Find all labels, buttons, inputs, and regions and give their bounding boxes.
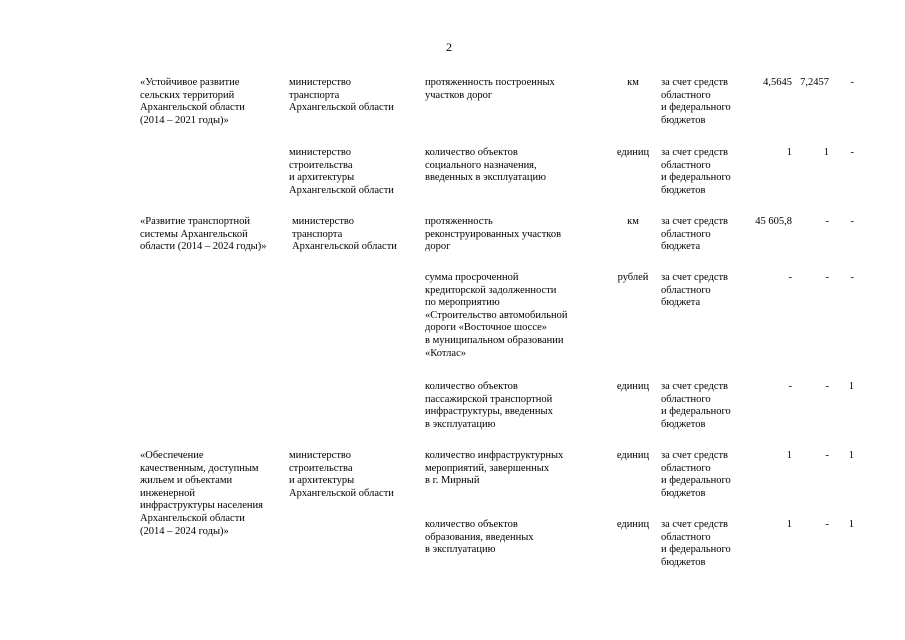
value-2: - — [825, 381, 829, 392]
value-1: 1 — [786, 519, 792, 530]
indicator-name: сумма просроченной кредиторской задолженности по мероприятию «Строительство автомобильной дороги «Восточное шоссе» в муниципальном образовании «Котлас» — [425, 272, 568, 359]
indicator-name: протяженность реконструированных участков дорог — [425, 216, 562, 253]
unit: единиц — [616, 519, 650, 530]
value-2: - — [825, 450, 829, 461]
value-3: - — [850, 147, 854, 158]
indicator-name: протяженность построенных участков дорог — [425, 77, 555, 101]
value-2: - — [825, 216, 829, 227]
ministry-name: министерство строительства и архитектуры Архангельской области — [289, 450, 394, 499]
program-name: «Развитие транспортной системы Архангельской области (2014 – 2024 годы)» — [140, 216, 267, 253]
value-1: - — [788, 381, 792, 392]
page-number: 2 — [446, 40, 452, 54]
value-1: 1 — [786, 450, 792, 461]
indicator-name: количество объектов социального назначения, введенных в эксплуатацию — [425, 147, 546, 184]
funding-source: за счет средств областного и федерального бюджетов — [661, 381, 731, 430]
value-3: 1 — [848, 450, 854, 461]
program-name: «Устойчивое развитие сельских территорий Архангельской области (2014 – 2021 годы)» — [140, 77, 245, 126]
ministry-name: министерство транспорта Архангельской области — [292, 216, 397, 253]
value-3: - — [850, 216, 854, 227]
indicator-name: количество объектов образования, введенных в эксплуатацию — [425, 519, 534, 556]
unit: единиц — [616, 147, 650, 158]
value-3: 1 — [848, 519, 854, 530]
indicator-name: количество инфраструктурных мероприятий, завершенных в г. Мирный — [425, 450, 564, 487]
value-2: - — [825, 519, 829, 530]
unit: км — [627, 216, 639, 227]
value-1: 1 — [786, 147, 792, 158]
value-1: - — [788, 272, 792, 283]
indicator-name: количество объектов пассажирской транспортной инфраструктуры, введенных в эксплуатацию — [425, 381, 553, 430]
ministry-name: министерство транспорта Архангельской области — [289, 77, 394, 114]
funding-source: за счет средств областного и федерального бюджетов — [661, 519, 731, 568]
value-3: 1 — [848, 381, 854, 392]
program-name: «Обеспечение качественным, доступным жильем и объектами инженерной инфраструктуры населения Архангельской области (2014 – 2024 годы)» — [140, 450, 263, 537]
unit: единиц — [616, 381, 650, 392]
funding-source: за счет средств областного бюджета — [661, 272, 729, 309]
unit: рублей — [617, 272, 649, 283]
unit: единиц — [616, 450, 650, 461]
unit: км — [627, 77, 639, 88]
value-3: - — [850, 272, 854, 283]
value-2: 7,2457 — [800, 77, 829, 88]
funding-source: за счет средств областного бюджета — [661, 216, 729, 253]
funding-source: за счет средств областного и федерального бюджетов — [661, 147, 731, 196]
funding-source: за счет средств областного и федерального бюджетов — [661, 450, 731, 499]
value-2: 1 — [823, 147, 829, 158]
ministry-name: министерство строительства и архитектуры Архангельской области — [289, 147, 394, 196]
value-1: 45 605,8 — [755, 216, 792, 227]
value-3: - — [850, 77, 854, 88]
value-1: 4,5645 — [763, 77, 792, 88]
value-2: - — [825, 272, 829, 283]
funding-source: за счет средств областного и федерального бюджетов — [661, 77, 731, 126]
